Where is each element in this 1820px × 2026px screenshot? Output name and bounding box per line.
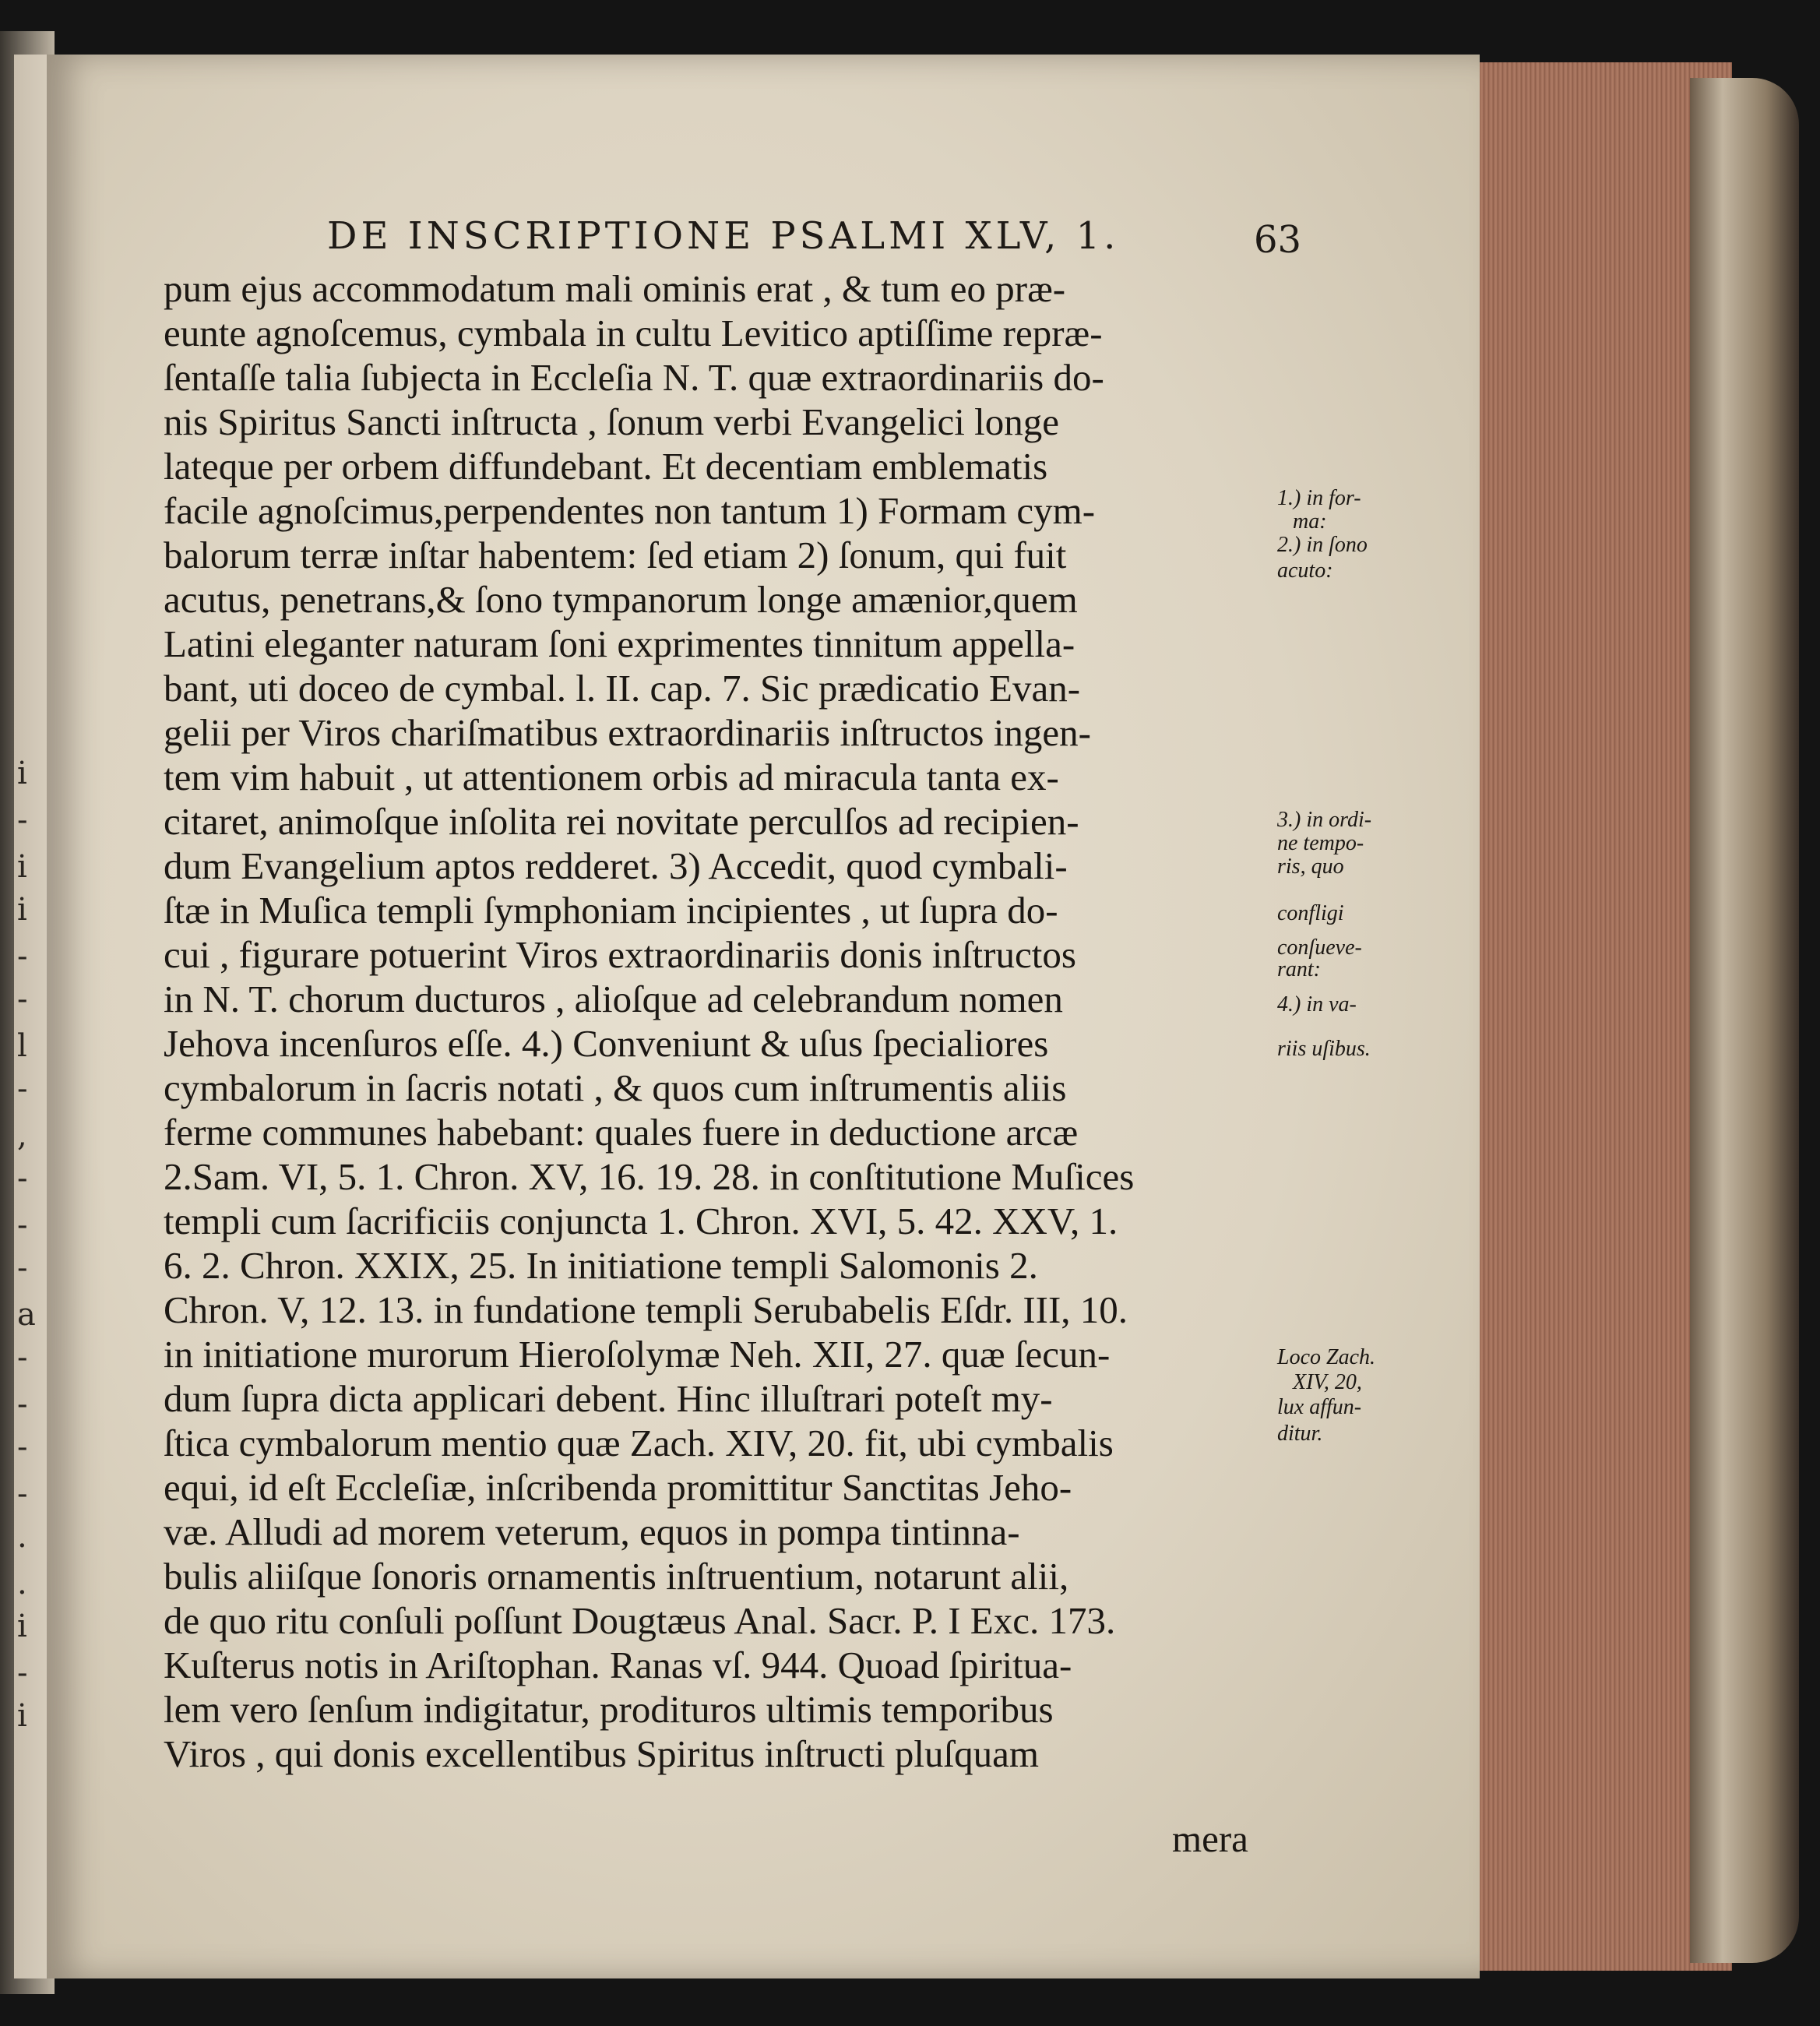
text-line: in N. T. chorum ducturos , alioſque ad celebrandum nomen — [164, 978, 1063, 1020]
text-line: cymbalorum in ſacris notati , & quos cum inſtrumentis aliis — [164, 1066, 1067, 1109]
left-glyph: - — [17, 1655, 28, 1691]
left-glyph: l — [17, 1028, 27, 1064]
text-line: Chron. V, 12. 13. in fundatione templi Serubabelis Eſdr. III, 10. — [164, 1288, 1128, 1331]
margin-note: lux affun- — [1277, 1395, 1362, 1419]
text-line: bant, uti doceo de cymbal. l. II. cap. 7. Sic prædicatio Evan- — [164, 667, 1081, 710]
left-glyph: - — [17, 981, 28, 1017]
margin-note: XIV, 20, — [1293, 1370, 1362, 1394]
left-glyph: . — [17, 1566, 27, 1601]
text-line: Viros , qui donis excellentibus Spiritus inſtructi pluſquam — [164, 1732, 1039, 1775]
margin-note: riis uſibus. — [1277, 1037, 1371, 1061]
text-line: 6. 2. Chron. XXIX, 25. In initiatione templi Salomonis 2. — [164, 1244, 1038, 1287]
left-glyph: - — [17, 939, 28, 974]
text-line: tem vim habuit , ut attentionem orbis ad miracula tanta ex- — [164, 756, 1059, 798]
text-line: Jehova incenſuros eſſe. 4.) Conveniunt & uſus ſpecialiores — [164, 1022, 1049, 1065]
margin-note: rant: — [1277, 957, 1321, 981]
left-glyph: i — [17, 1608, 27, 1644]
text-line: equi, id eſt Eccleſiæ, inſcribenda promittitur Sanctitas Jeho- — [164, 1466, 1072, 1509]
text-line: dum ſupra dicta applicari debent. Hinc illuſtrari poteſt my- — [164, 1377, 1053, 1420]
text-line: gelii per Viros chariſmatibus extraordinariis inſtructos ingen- — [164, 711, 1091, 754]
margin-note: ris, quo — [1277, 854, 1344, 879]
text-line: dum Evangelium aptos redderet. 3) Accedit, quod cymbali- — [164, 844, 1068, 887]
book-binding — [1690, 78, 1799, 1963]
body-text — [164, 266, 1277, 1776]
left-glyph: . — [17, 1519, 27, 1555]
left-glyph: - — [17, 1340, 28, 1376]
left-glyph: i — [17, 756, 27, 791]
text-line: eunte agnoſcemus, cymbala in cultu Levitico aptiſſime repræ- — [164, 312, 1103, 354]
text-line: in initiatione murorum Hieroſolymæ Neh. XII, 27. quæ ſecun- — [164, 1333, 1111, 1376]
left-glyph: - — [17, 1161, 28, 1196]
text-line: pum ejus accommodatum mali ominis erat , & tum eo præ- — [164, 267, 1066, 310]
margin-note: 1.) in for- — [1277, 486, 1361, 510]
left-glyph: - — [17, 1207, 28, 1243]
left-glyph: - — [17, 1071, 28, 1107]
text-line: templi cum ſacrificiis conjuncta 1. Chron. XVI, 5. 42. XXV, 1. — [164, 1200, 1118, 1242]
text-line: balorum terræ inſtar habentem: ſed etiam 2) ſonum, qui fuit — [164, 534, 1067, 576]
margin-note: acuto: — [1277, 558, 1333, 583]
left-glyph: - — [17, 802, 28, 838]
margin-note: ne tempo- — [1277, 831, 1364, 855]
text-line: bulis aliiſque ſonoris ornamentis inſtruentium, notarunt alii, — [164, 1555, 1069, 1598]
left-glyph: - — [17, 1429, 28, 1465]
margin-note: 4.) in va- — [1277, 992, 1357, 1017]
text-line: acutus, penetrans,& ſono tympanorum longe amænior,quem — [164, 578, 1078, 621]
text-line: ferme communes habebant: quales fuere in deductione arcæ — [164, 1111, 1079, 1154]
margin-note: 3.) in ordi- — [1277, 808, 1372, 832]
catch-word: mera — [1172, 1817, 1248, 1860]
margin-note: 2.) in ſono — [1277, 533, 1368, 557]
left-glyph: i — [17, 849, 27, 885]
text-line: lateque per orbem diffundebant. Et decentiam emblematis — [164, 445, 1048, 488]
left-glyph: - — [17, 1476, 28, 1512]
left-glyph: a — [17, 1297, 36, 1333]
page-number: 63 — [1254, 218, 1302, 262]
text-line: facile agnoſcimus,perpendentes non tantum 1) Formam cym- — [164, 489, 1096, 532]
left-glyph: - — [17, 1250, 28, 1286]
running-head: DE INSCRIPTIONE PSALMI XLV, 1. — [327, 214, 1120, 258]
text-line: 2.Sam. VI, 5. 1. Chron. XV, 16. 19. 28. in conſtitutione Muſices — [164, 1155, 1135, 1198]
text-line: de quo ritu conſuli poſſunt Dougtæus Anal. Sacr. P. I Exc. 173. — [164, 1599, 1116, 1642]
text-line: væ. Alludi ad morem veterum, equos in pompa tintinna- — [164, 1510, 1020, 1553]
margin-note: conſueve- — [1277, 935, 1362, 960]
text-line: lem vero ſenſum indigitatur, prodituros ultimis temporibus — [164, 1688, 1054, 1731]
margin-note: confligi — [1277, 901, 1344, 925]
text-line: ſtæ in Muſica templi ſymphoniam incipientes , ut ſupra do- — [164, 889, 1058, 932]
text-line: Latini eleganter naturam ſoni exprimentes tinnitum appella- — [164, 622, 1075, 665]
left-glyph: - — [17, 1386, 28, 1422]
margin-note: ditur. — [1277, 1422, 1323, 1446]
text-line: nis Spiritus Sancti inſtructa , ſonum verbi Evangelici longe — [164, 400, 1059, 443]
left-glyph: i — [17, 1698, 27, 1734]
text-line: ſtica cymbalorum mentio quæ Zach. XIV, 20. fit, ubi cymbalis — [164, 1422, 1114, 1464]
text-line: cui , figurare potuerint Viros extraordinariis donis inſtructos — [164, 933, 1076, 976]
margin-note: ma: — [1293, 509, 1327, 534]
book-page — [47, 55, 1480, 1978]
text-line: ſentaſſe talia ſubjecta in Eccleſia N. T. quæ extraordinariis do- — [164, 356, 1104, 399]
left-glyph: i — [17, 892, 27, 928]
text-line: citaret, animoſque inſolita rei novitate perculſos ad recipien- — [164, 800, 1079, 843]
text-line: Kuſterus notis in Ariſtophan. Ranas vſ. 944. Quoad ſpiritua- — [164, 1644, 1072, 1686]
margin-note: Loco Zach. — [1277, 1345, 1375, 1369]
left-glyph: , — [17, 1118, 27, 1154]
